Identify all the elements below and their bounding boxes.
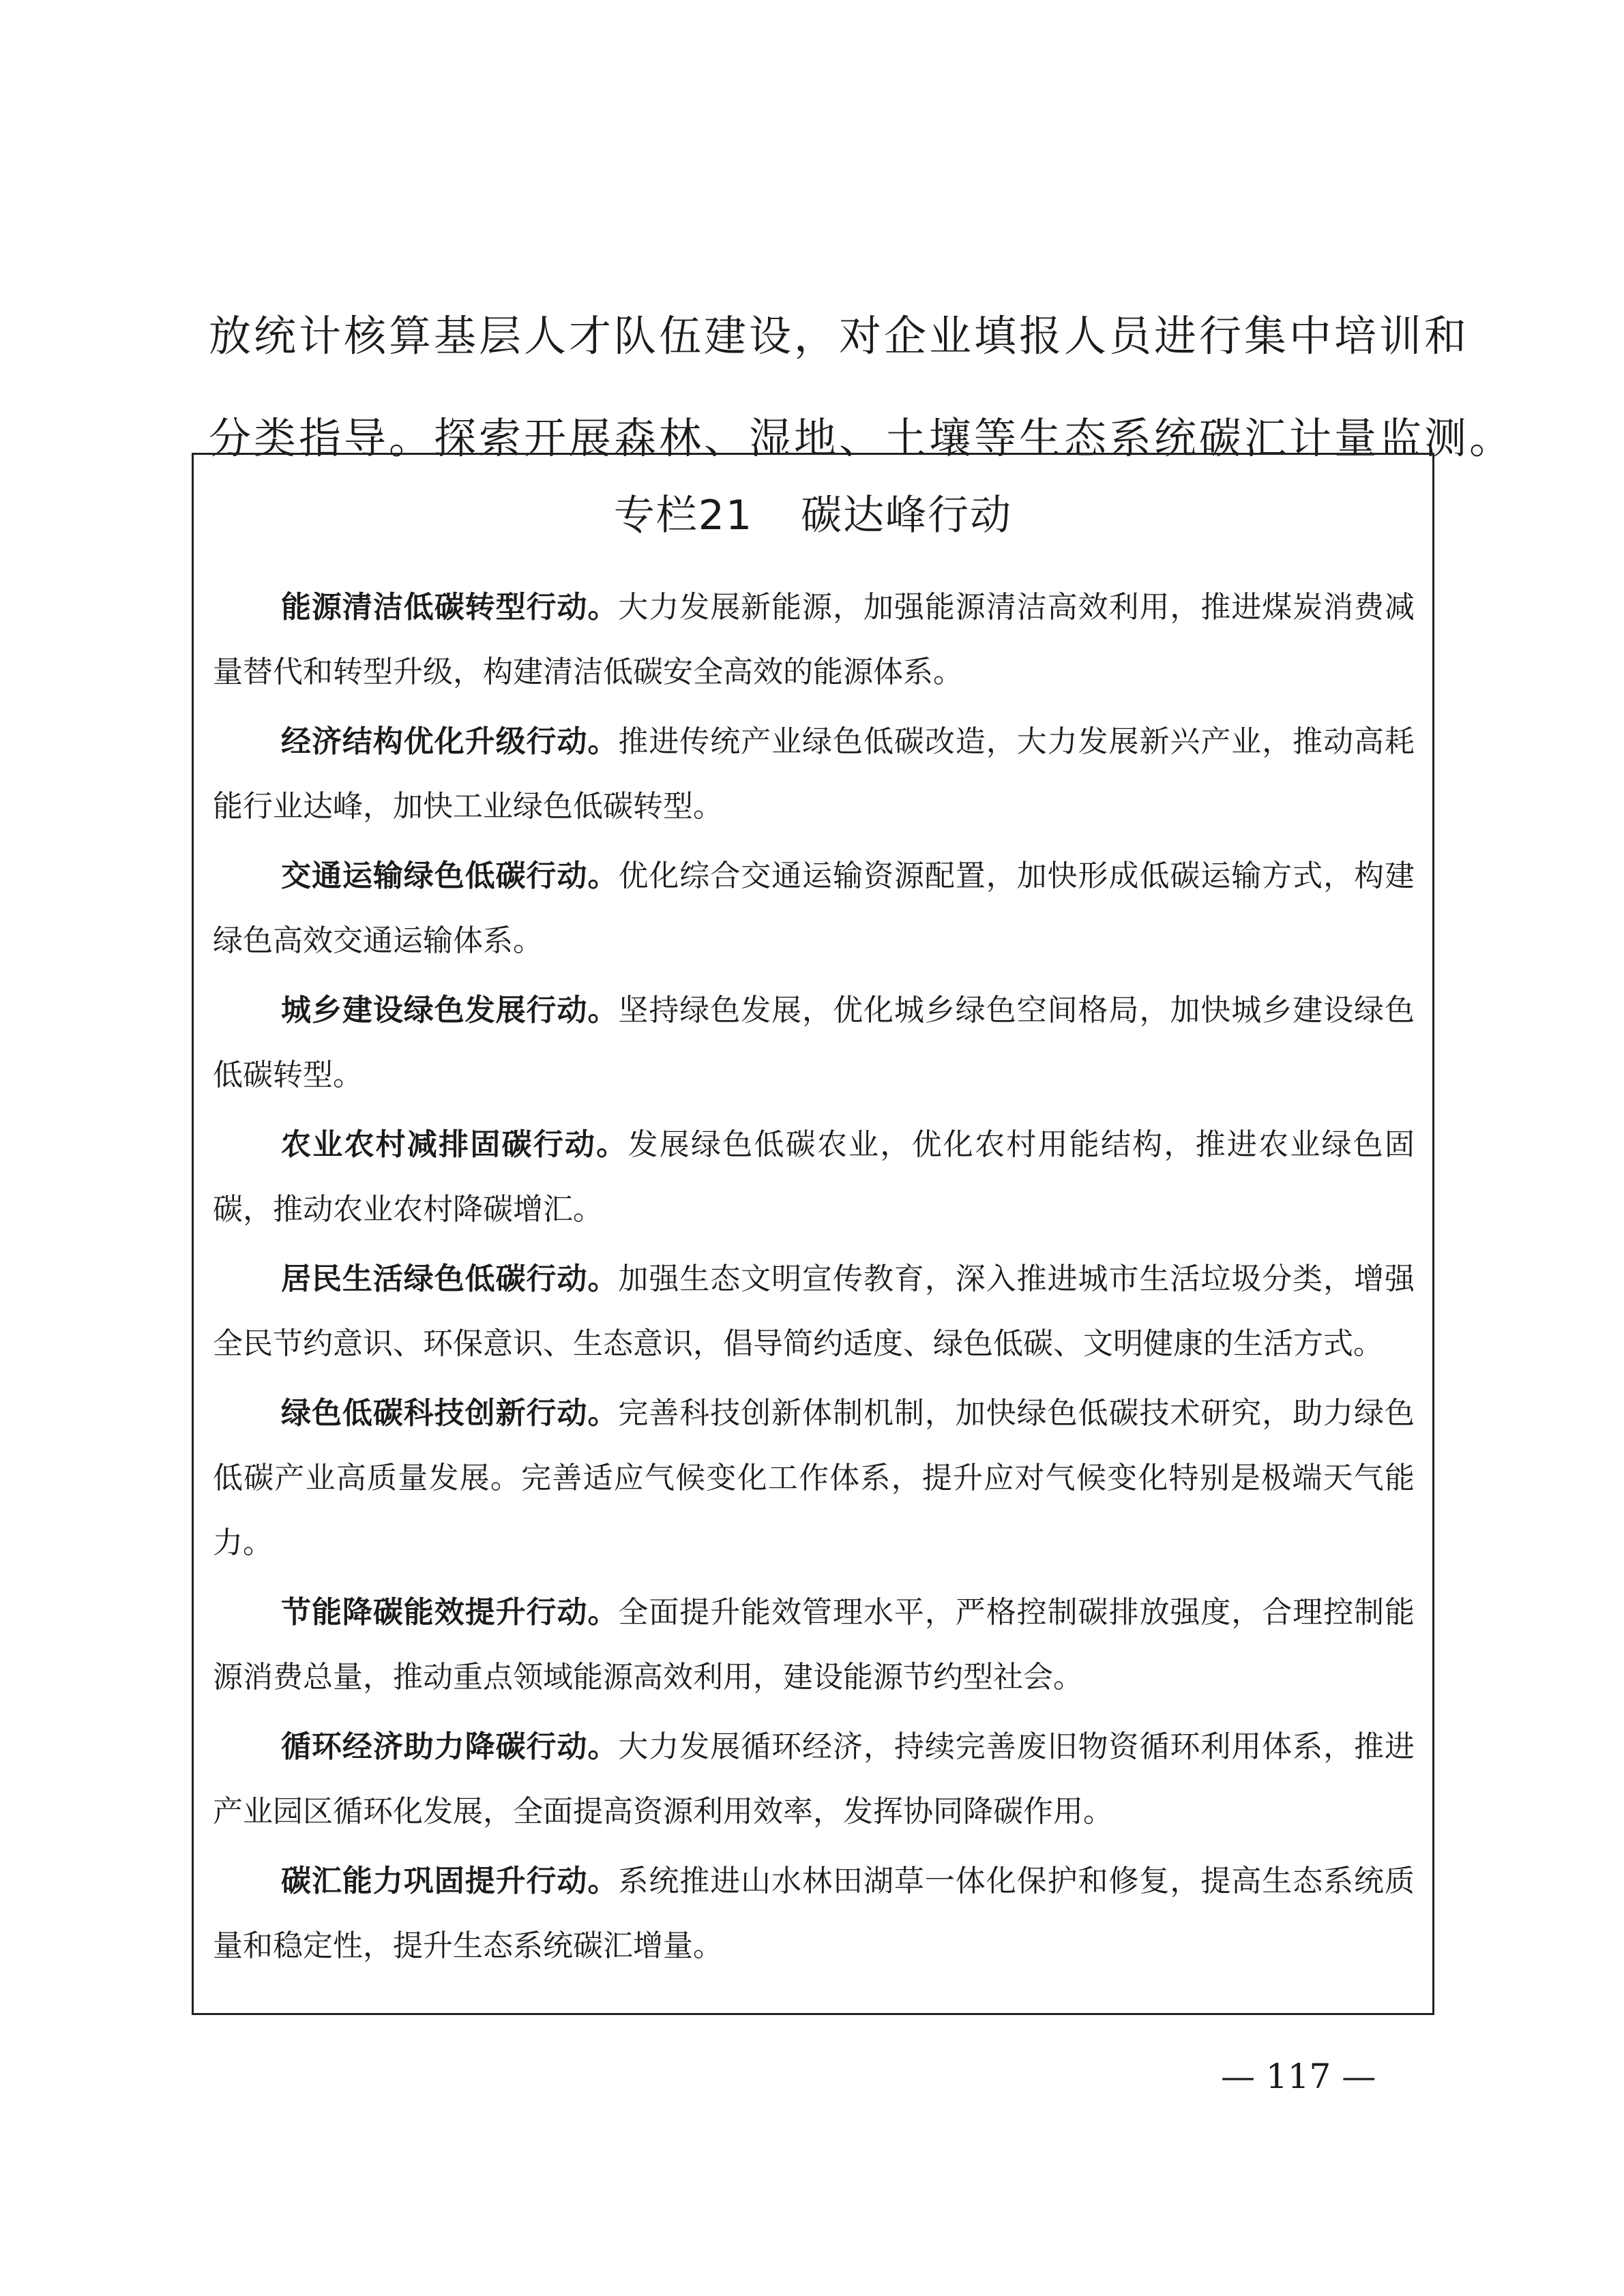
box-title-number: 专栏21: [613, 492, 754, 539]
action-item: [213, 1580, 1415, 1710]
intro-line: 放统计核算基层人才队伍建设，对企业填报人员进行集中培训和: [209, 311, 1470, 361]
box-title: [194, 485, 1432, 546]
action-item-body: 完善科技创新体制机制，加快绿色低碳技术研究，助力绿色低碳产业高质量发展。完善适应气候变化工作体系，提升应对气候变化特别是极端天气能力。: [213, 1396, 1415, 1560]
action-item-body: 发展绿色低碳农业，优化农村用能结构，推进农业绿色固碳，推动农业农村降碳增汇。: [213, 1127, 1415, 1227]
action-item: [213, 1247, 1415, 1376]
column-box: [192, 453, 1434, 2015]
action-item: [213, 575, 1415, 704]
action-item-lead: 绿色低碳科技创新行动。: [281, 1396, 619, 1431]
action-item-lead: 城乡建设绿色发展行动。: [281, 993, 619, 1028]
action-item-lead: 经济结构优化升级行动。: [281, 724, 619, 759]
action-item-lead: 碳汇能力巩固提升行动。: [281, 1864, 619, 1898]
action-item-lead: 节能降碳能效提升行动。: [281, 1595, 619, 1630]
action-item: [213, 1112, 1415, 1242]
action-item: [213, 1849, 1415, 1978]
action-item-body: 大力发展循环经济，持续完善废旧物资循环利用体系，推进产业园区循环化发展，全面提高资源利用效率，发挥协同降碳作用。: [213, 1729, 1415, 1829]
action-item-body: 优化综合交通运输资源配置，加快形成低碳运输方式，构建绿色高效交通运输体系。: [213, 859, 1415, 958]
action-item-body: 推进传统产业绿色低碳改造，大力发展新兴产业，推动高耗能行业达峰，加快工业绿色低碳转型。: [213, 724, 1415, 824]
action-item: [213, 1714, 1415, 1844]
action-item-lead: 交通运输绿色低碳行动。: [281, 859, 619, 893]
action-item-body: 坚持绿色发展，优化城乡绿色空间格局，加快城乡建设绿色低碳转型。: [213, 993, 1415, 1092]
action-list: [213, 575, 1415, 1983]
action-item-body: 大力发展新能源，加强能源清洁高效利用，推进煤炭消费减量替代和转型升级，构建清洁低碳安全高效的能源体系。: [213, 590, 1415, 689]
action-item-lead: 循环经济助力降碳行动。: [281, 1729, 619, 1764]
action-item-body: 系统推进山水林田湖草一体化保护和修复，提高生态系统质量和稳定性，提升生态系统碳汇增量。: [213, 1864, 1415, 1963]
action-item-lead: 农业农村减排固碳行动。: [281, 1127, 628, 1162]
action-item-lead: 居民生活绿色低碳行动。: [281, 1262, 619, 1296]
intro-line: 分类指导。探索开展森林、湿地、土壤等生态系统碳汇计量监测。: [209, 413, 1515, 463]
action-item: [213, 1381, 1415, 1575]
action-item-body: 全面提升能效管理水平，严格控制碳排放强度，合理控制能源消费总量，推动重点领域能源高效利用，建设能源节约型社会。: [213, 1595, 1415, 1695]
action-item: [213, 844, 1415, 973]
action-item-lead: 能源清洁低碳转型行动。: [281, 590, 619, 625]
action-item: [213, 978, 1415, 1107]
box-title-text: 碳达峰行动: [801, 492, 1013, 539]
action-item: [213, 709, 1415, 839]
page-number: — 117 —: [1221, 2057, 1376, 2096]
action-item-body: 加强生态文明宣传教育，深入推进城市生活垃圾分类，增强全民节约意识、环保意识、生态意识，倡导简约适度、绿色低碳、文明健康的生活方式。: [213, 1262, 1415, 1361]
